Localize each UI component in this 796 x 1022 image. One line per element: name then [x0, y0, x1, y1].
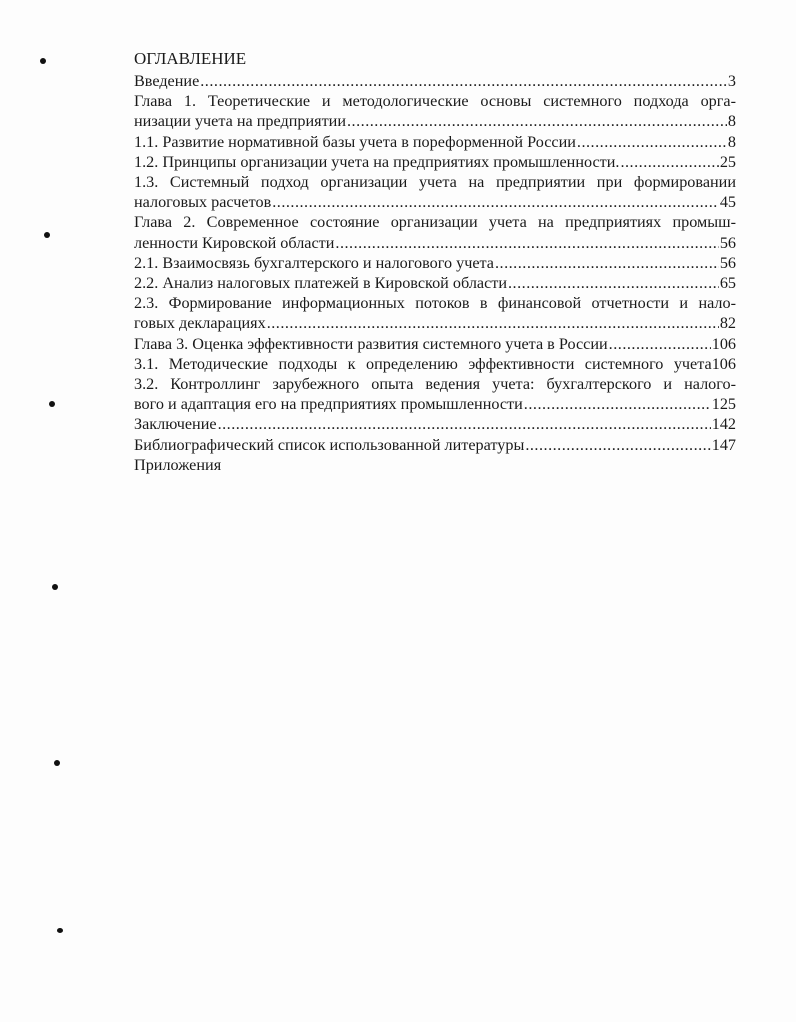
- toc-entry-chapter-3: [134, 334, 736, 354]
- toc-entry-chapter-1: [134, 91, 736, 131]
- toc-entry-text: Заключение: [134, 415, 217, 434]
- toc-entry-text: Приложения: [134, 455, 222, 474]
- toc-entry-page: 8: [727, 112, 736, 131]
- toc-entry-chapter-2: [134, 212, 736, 252]
- toc-entry-text: Библиографический список использованной литературы: [134, 435, 525, 454]
- toc-entry-text: Глава 3. Оценка эффективности развития системного учета в России: [134, 334, 608, 353]
- toc-entry-line: 3.2. Контроллинг зарубежного опыта ведения учета: бухгалтерского и налого-: [134, 375, 736, 394]
- binding-mark: [49, 401, 55, 407]
- toc-entry-section-1-3: [134, 172, 736, 212]
- toc-entry-page: 142: [711, 415, 736, 434]
- toc-entry-page: 45: [719, 193, 736, 212]
- toc-entry-section-1-1: [134, 132, 736, 152]
- toc-entry-line: 2.3. Формирование информационных потоков в финансовой отчетности и нало-: [134, 294, 736, 313]
- toc-entry-line: Глава 1. Теоретические и методологические основы системного подхода орга-: [134, 92, 736, 111]
- toc-entry-section-2-1: [134, 253, 736, 273]
- binding-mark: [54, 760, 60, 766]
- toc-entry-page: 25: [719, 152, 736, 171]
- toc-entry-text: говых декларациях: [134, 314, 266, 333]
- toc-entry-page: 106: [711, 334, 736, 353]
- toc-entry-introduction: [134, 71, 736, 91]
- toc-entry-page: 3: [727, 72, 736, 90]
- toc-entry-text: Введение: [134, 72, 200, 90]
- binding-mark: [52, 584, 58, 590]
- toc-entry-section-2-2: [134, 273, 736, 293]
- toc-entry-page: 82: [719, 314, 736, 333]
- toc-entry-page: 65: [719, 274, 736, 293]
- toc-entry-text: 2.2. Анализ налоговых платежей в Кировской области: [134, 274, 507, 293]
- toc-entry-text: вого и адаптация его на предприятиях промышленности: [134, 395, 523, 414]
- toc-entry-text: низации учета на предприятии: [134, 112, 346, 131]
- toc-entry-text: налоговых расчетов: [134, 193, 272, 212]
- toc-entry-page: 56: [719, 233, 736, 252]
- toc-entry-text: 1.1. Развитие нормативной базы учета в пореформенной России: [134, 132, 576, 151]
- toc-entry-section-3-2: [134, 374, 736, 414]
- toc-entry-text: 2.1. Взаимосвязь бухгалтерского и налогового учета: [134, 253, 494, 272]
- toc-entry-page: 8: [727, 132, 736, 151]
- toc-entry-page: 56: [719, 253, 736, 272]
- toc-entry-section-2-3: [134, 293, 736, 333]
- binding-mark: [44, 232, 50, 238]
- binding-mark: [57, 928, 63, 933]
- toc-entry-text: 1.2. Принципы организации учета на предприятиях промышленности.: [134, 152, 620, 171]
- toc-title: ОГЛАВЛЕНИЕ: [134, 49, 247, 68]
- toc-entry-bibliography: [134, 435, 736, 455]
- toc-entry-line: 1.3. Системный подход организации учета на предприятии при формировании: [134, 173, 736, 192]
- toc-entry-section-1-2: [134, 152, 736, 172]
- table-of-contents: [134, 49, 736, 475]
- toc-entry-section-3-1: [134, 354, 736, 374]
- toc-entry-page: 125: [711, 395, 736, 414]
- toc-entry-page: 147: [711, 435, 736, 454]
- toc-entry-text: 3.1. Методические подходы к определению эффективности системного учета106: [134, 354, 736, 373]
- toc-entry-text: ленности Кировской области: [134, 233, 335, 252]
- toc-entry-line: Глава 2. Современное состояние организации учета на предприятиях промыш-: [134, 213, 736, 232]
- toc-entry-conclusion: [134, 414, 736, 434]
- binding-mark: [40, 58, 46, 64]
- toc-entry-appendices: [134, 455, 736, 475]
